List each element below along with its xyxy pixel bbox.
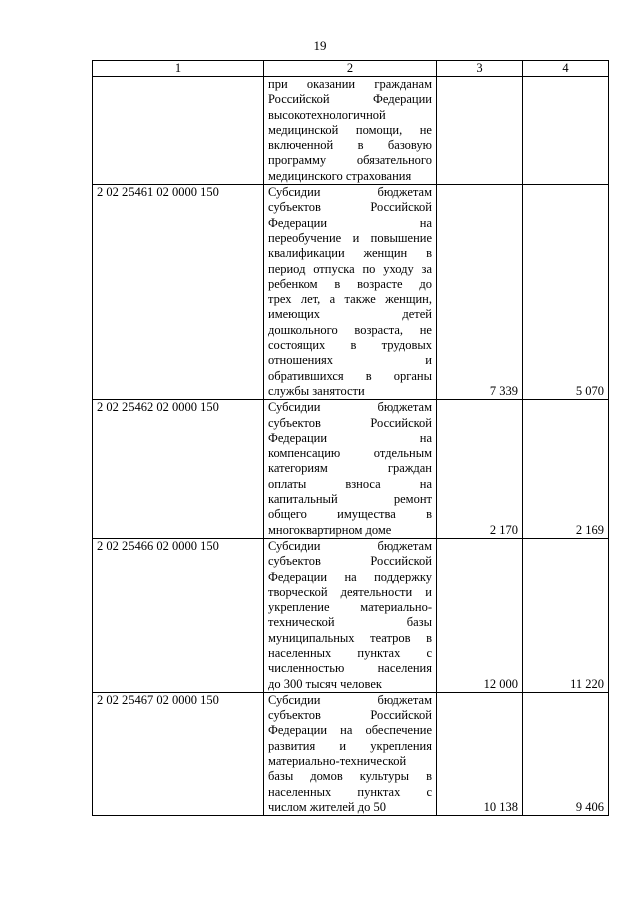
amount-col-4-cell: 5 070 <box>523 185 609 400</box>
description-line: трех лет, а также женщин, <box>268 292 432 307</box>
amount-col-3-cell <box>437 77 523 185</box>
description-line: при оказании гражданам <box>268 77 432 91</box>
description-line: Федерации на <box>268 215 432 230</box>
budget-code-cell: 2 02 25461 02 0000 150 <box>93 185 264 400</box>
description-line: обратившихся в органы <box>268 368 432 383</box>
description-line: развития и укрепления <box>268 738 432 753</box>
description-cell <box>264 692 437 815</box>
description-line: состоящих в трудовых <box>268 338 432 353</box>
amount-col-3-cell: 10 138 <box>437 692 523 815</box>
table-body <box>93 77 609 816</box>
description-line: субъектов Российской <box>268 708 432 723</box>
description-line: Федерации на <box>268 430 432 445</box>
description-line: Российской Федерации <box>268 92 432 107</box>
table-header-row <box>93 61 609 77</box>
description-line: ребенком в возрасте до <box>268 276 432 291</box>
page-number: 19 <box>313 38 327 53</box>
header-col-3: 3 <box>437 61 523 77</box>
description-line: общего имущества в <box>268 507 432 522</box>
description-line: имеющих детей <box>268 307 432 322</box>
description-line: субъектов Российской <box>268 415 432 430</box>
description-line: субъектов Российской <box>268 554 432 569</box>
table-row <box>93 692 609 815</box>
budget-table <box>92 60 609 816</box>
description-line: дошкольного возраста, не <box>268 322 432 337</box>
description-line: капитальный ремонт <box>268 492 432 507</box>
description-line: до 300 тысяч человек <box>268 676 382 691</box>
amount-col-4-cell <box>523 77 609 185</box>
description-line: субъектов Российской <box>268 200 432 215</box>
description-line: числом жителей до 50 <box>268 799 386 814</box>
header-col-2: 2 <box>264 61 437 77</box>
description-line: квалификации женщин в <box>268 246 432 261</box>
description-line: населенных пунктах с <box>268 645 432 660</box>
description-line: медицинской помощи, не <box>268 122 432 137</box>
description-line: оплаты взноса на <box>268 476 432 491</box>
header-col-1: 1 <box>93 61 264 77</box>
description-line: медицинского страхования <box>268 168 412 183</box>
description-line: категориям граждан <box>268 461 432 476</box>
description-line: базы домов культуры в <box>268 769 432 784</box>
description-line: Субсидии бюджетам <box>268 185 432 200</box>
description-line: переобучение и повышение <box>268 230 432 245</box>
description-cell <box>264 77 437 185</box>
amount-col-3-cell: 2 170 <box>437 400 523 539</box>
amount-col-3-cell: 7 339 <box>437 185 523 400</box>
description-line: Субсидии бюджетам <box>268 400 432 415</box>
description-line: Федерации на обеспечение <box>268 723 432 738</box>
table-row <box>93 185 609 400</box>
description-cell <box>264 538 437 692</box>
description-line: Субсидии бюджетам <box>268 692 432 707</box>
table-row <box>93 400 609 539</box>
description-line: укрепление материально- <box>268 600 432 615</box>
description-line: отношениях и <box>268 353 432 368</box>
description-cell <box>264 185 437 400</box>
amount-col-4-cell: 11 220 <box>523 538 609 692</box>
amount-col-4-cell: 2 169 <box>523 400 609 539</box>
header-col-4: 4 <box>523 61 609 77</box>
description-line: программу обязательного <box>268 153 432 168</box>
description-line: технической базы <box>268 615 432 630</box>
budget-code-cell: 2 02 25462 02 0000 150 <box>93 400 264 539</box>
description-line: Федерации на поддержку <box>268 569 432 584</box>
description-line: населенных пунктах с <box>268 784 432 799</box>
description-line: высокотехнологичной <box>268 107 386 122</box>
description-cell <box>264 400 437 539</box>
amount-col-3-cell: 12 000 <box>437 538 523 692</box>
table-row <box>93 538 609 692</box>
table-row <box>93 77 609 185</box>
budget-code-cell <box>93 77 264 185</box>
description-line: Субсидии бюджетам <box>268 538 432 553</box>
description-line: службы занятости <box>268 383 365 398</box>
description-line: многоквартирном доме <box>268 522 392 537</box>
description-line: численностью населения <box>268 661 432 676</box>
amount-col-4-cell: 9 406 <box>523 692 609 815</box>
description-line: период отпуска по уходу за <box>268 261 432 276</box>
description-line: включенной в базовую <box>268 138 432 153</box>
budget-code-cell: 2 02 25466 02 0000 150 <box>93 538 264 692</box>
budget-code-cell: 2 02 25467 02 0000 150 <box>93 692 264 815</box>
description-line: материально-технической <box>268 754 407 769</box>
description-line: муниципальных театров в <box>268 630 432 645</box>
description-line: компенсацию отдельным <box>268 446 432 461</box>
description-line: творческой деятельности и <box>268 584 432 599</box>
